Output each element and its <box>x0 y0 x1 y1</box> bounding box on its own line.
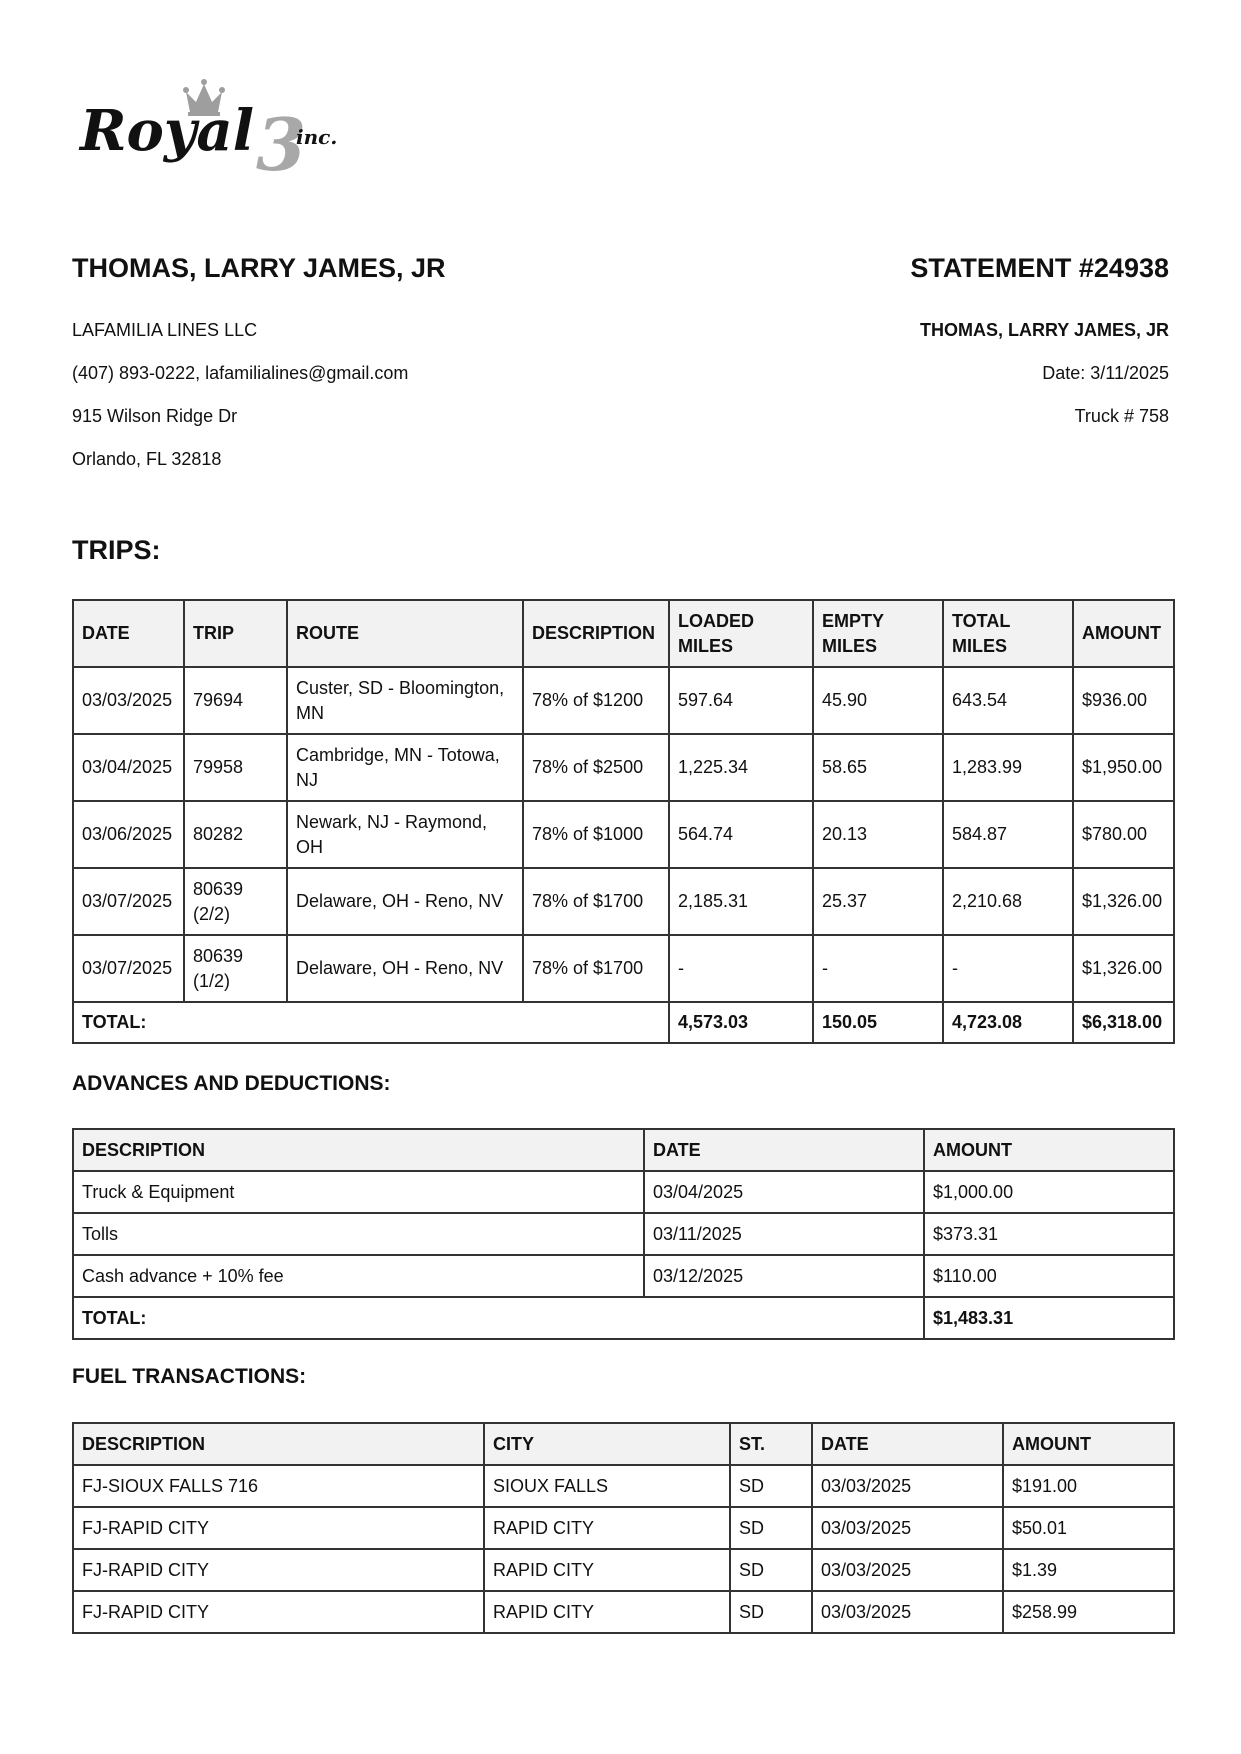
advances-header-row <box>73 1129 1174 1171</box>
table-cell: RAPID CITY <box>484 1549 730 1591</box>
column-header: AMOUNT <box>1003 1423 1174 1465</box>
table-cell: Truck & Equipment <box>73 1171 644 1213</box>
column-header: AMOUNT <box>1073 600 1174 667</box>
column-header: EMPTY MILES <box>813 600 943 667</box>
table-cell: 584.87 <box>943 801 1073 868</box>
table-cell: FJ-RAPID CITY <box>73 1591 484 1633</box>
table-cell: 03/06/2025 <box>73 801 184 868</box>
table-row <box>73 801 1174 868</box>
royal3-logo <box>78 78 378 188</box>
table-cell: 564.74 <box>669 801 813 868</box>
table-cell: 03/07/2025 <box>73 935 184 1002</box>
logo-suffix: inc. <box>296 125 338 149</box>
table-cell: 03/03/2025 <box>812 1549 1003 1591</box>
table-cell: $110.00 <box>924 1255 1174 1297</box>
table-row <box>73 868 1174 935</box>
table-cell: 20.13 <box>813 801 943 868</box>
table-cell: SD <box>730 1465 812 1507</box>
table-cell: 2,185.31 <box>669 868 813 935</box>
driver-info <box>72 252 672 469</box>
logo-wordmark: Royal <box>80 98 254 164</box>
table-cell: $1,000.00 <box>924 1171 1174 1213</box>
total-label: TOTAL: <box>73 1297 924 1339</box>
column-header: ROUTE <box>287 600 523 667</box>
advances-title: ADVANCES AND DEDUCTIONS: <box>72 1072 391 1095</box>
truck-number: Truck # 758 <box>1074 406 1169 426</box>
table-cell: 03/03/2025 <box>812 1507 1003 1549</box>
table-cell: 79694 <box>184 667 287 734</box>
table-cell: $1,326.00 <box>1073 935 1174 1002</box>
table-cell: SD <box>730 1591 812 1633</box>
table-cell: - <box>813 935 943 1002</box>
table-row <box>73 667 1174 734</box>
table-cell: RAPID CITY <box>484 1507 730 1549</box>
table-cell: FJ-SIOUX FALLS 716 <box>73 1465 484 1507</box>
table-cell: Newark, NJ - Raymond, OH <box>287 801 523 868</box>
total-total-miles: 4,723.08 <box>943 1002 1073 1043</box>
table-cell: 78% of $2500 <box>523 734 669 801</box>
table-cell: 03/04/2025 <box>644 1171 924 1213</box>
advances-total-row <box>73 1297 1174 1339</box>
table-cell: 03/03/2025 <box>812 1465 1003 1507</box>
table-cell: 78% of $1700 <box>523 868 669 935</box>
table-cell: Delaware, OH - Reno, NV <box>287 868 523 935</box>
table-cell: Delaware, OH - Reno, NV <box>287 935 523 1002</box>
table-row <box>73 734 1174 801</box>
table-cell: RAPID CITY <box>484 1591 730 1633</box>
table-cell: 03/11/2025 <box>644 1213 924 1255</box>
table-cell: Cambridge, MN - Totowa, NJ <box>287 734 523 801</box>
total-amount: $6,318.00 <box>1073 1002 1174 1043</box>
table-cell: 2,210.68 <box>943 868 1073 935</box>
table-cell: $191.00 <box>1003 1465 1174 1507</box>
trips-table <box>72 599 1175 1044</box>
table-row <box>73 1213 1174 1255</box>
table-cell: 597.64 <box>669 667 813 734</box>
column-header: DESCRIPTION <box>523 600 669 667</box>
table-cell: 78% of $1000 <box>523 801 669 868</box>
table-cell: $780.00 <box>1073 801 1174 868</box>
table-cell: 78% of $1200 <box>523 667 669 734</box>
total-label: TOTAL: <box>73 1002 669 1043</box>
column-header: LOADED MILES <box>669 600 813 667</box>
advances-table <box>72 1128 1175 1340</box>
table-cell: 80639 (1/2) <box>184 935 287 1002</box>
table-cell: $50.01 <box>1003 1507 1174 1549</box>
table-row <box>73 935 1174 1002</box>
fuel-table <box>72 1422 1175 1634</box>
table-cell: 03/07/2025 <box>73 868 184 935</box>
column-header: DESCRIPTION <box>73 1129 644 1171</box>
table-cell: Cash advance + 10% fee <box>73 1255 644 1297</box>
table-cell: 25.37 <box>813 868 943 935</box>
table-cell: 03/03/2025 <box>812 1591 1003 1633</box>
table-cell: 1,225.34 <box>669 734 813 801</box>
statement-title: STATEMENT #24938 <box>910 253 1169 283</box>
column-header: TRIP <box>184 600 287 667</box>
table-row <box>73 1549 1174 1591</box>
table-cell: Tolls <box>73 1213 644 1255</box>
column-header: ST. <box>730 1423 812 1465</box>
column-header: DATE <box>73 600 184 667</box>
table-cell: 1,283.99 <box>943 734 1073 801</box>
column-header: AMOUNT <box>924 1129 1174 1171</box>
driver-name: THOMAS, LARRY JAMES, JR <box>72 253 446 283</box>
statement-driver: THOMAS, LARRY JAMES, JR <box>919 320 1169 340</box>
statement-info <box>669 252 1169 426</box>
table-cell: SIOUX FALLS <box>484 1465 730 1507</box>
fuel-header-row <box>73 1423 1174 1465</box>
table-cell: - <box>669 935 813 1002</box>
table-cell: Custer, SD - Bloomington, MN <box>287 667 523 734</box>
table-cell: SD <box>730 1549 812 1591</box>
company-name: LAFAMILIA LINES LLC <box>72 320 258 340</box>
column-header: CITY <box>484 1423 730 1465</box>
table-cell: $1,326.00 <box>1073 868 1174 935</box>
table-cell: 80639 (2/2) <box>184 868 287 935</box>
column-header: TOTAL MILES <box>943 600 1073 667</box>
table-cell: 78% of $1700 <box>523 935 669 1002</box>
table-cell: 03/03/2025 <box>73 667 184 734</box>
address-line-1: 915 Wilson Ridge Dr <box>72 406 238 426</box>
fuel-title: FUEL TRANSACTIONS: <box>72 1365 307 1388</box>
logo-numeral: 3 <box>256 102 307 187</box>
trips-header-row <box>73 600 1174 667</box>
column-header: DESCRIPTION <box>73 1423 484 1465</box>
table-cell: $936.00 <box>1073 667 1174 734</box>
table-row <box>73 1171 1174 1213</box>
table-row <box>73 1591 1174 1633</box>
table-row <box>73 1255 1174 1297</box>
address-line-2: Orlando, FL 32818 <box>72 449 222 469</box>
contact-line: (407) 893-0222, lafamilialines@gmail.com <box>72 363 409 383</box>
table-cell: $258.99 <box>1003 1591 1174 1633</box>
table-cell: $1.39 <box>1003 1549 1174 1591</box>
total-empty-miles: 150.05 <box>813 1002 943 1043</box>
table-cell: $1,950.00 <box>1073 734 1174 801</box>
trips-title: TRIPS: <box>72 535 161 565</box>
table-row <box>73 1465 1174 1507</box>
table-cell: 643.54 <box>943 667 1073 734</box>
table-cell: 58.65 <box>813 734 943 801</box>
table-cell: SD <box>730 1507 812 1549</box>
table-cell: - <box>943 935 1073 1002</box>
column-header: DATE <box>812 1423 1003 1465</box>
total-amount: $1,483.31 <box>924 1297 1174 1339</box>
column-header: DATE <box>644 1129 924 1171</box>
table-cell: 03/12/2025 <box>644 1255 924 1297</box>
table-cell: $373.31 <box>924 1213 1174 1255</box>
table-cell: 45.90 <box>813 667 943 734</box>
table-cell: FJ-RAPID CITY <box>73 1507 484 1549</box>
table-cell: 79958 <box>184 734 287 801</box>
total-loaded-miles: 4,573.03 <box>669 1002 813 1043</box>
table-cell: 80282 <box>184 801 287 868</box>
trips-total-row <box>73 1002 1174 1043</box>
table-cell: 03/04/2025 <box>73 734 184 801</box>
table-cell: FJ-RAPID CITY <box>73 1549 484 1591</box>
table-row <box>73 1507 1174 1549</box>
statement-date: Date: 3/11/2025 <box>1042 363 1169 383</box>
